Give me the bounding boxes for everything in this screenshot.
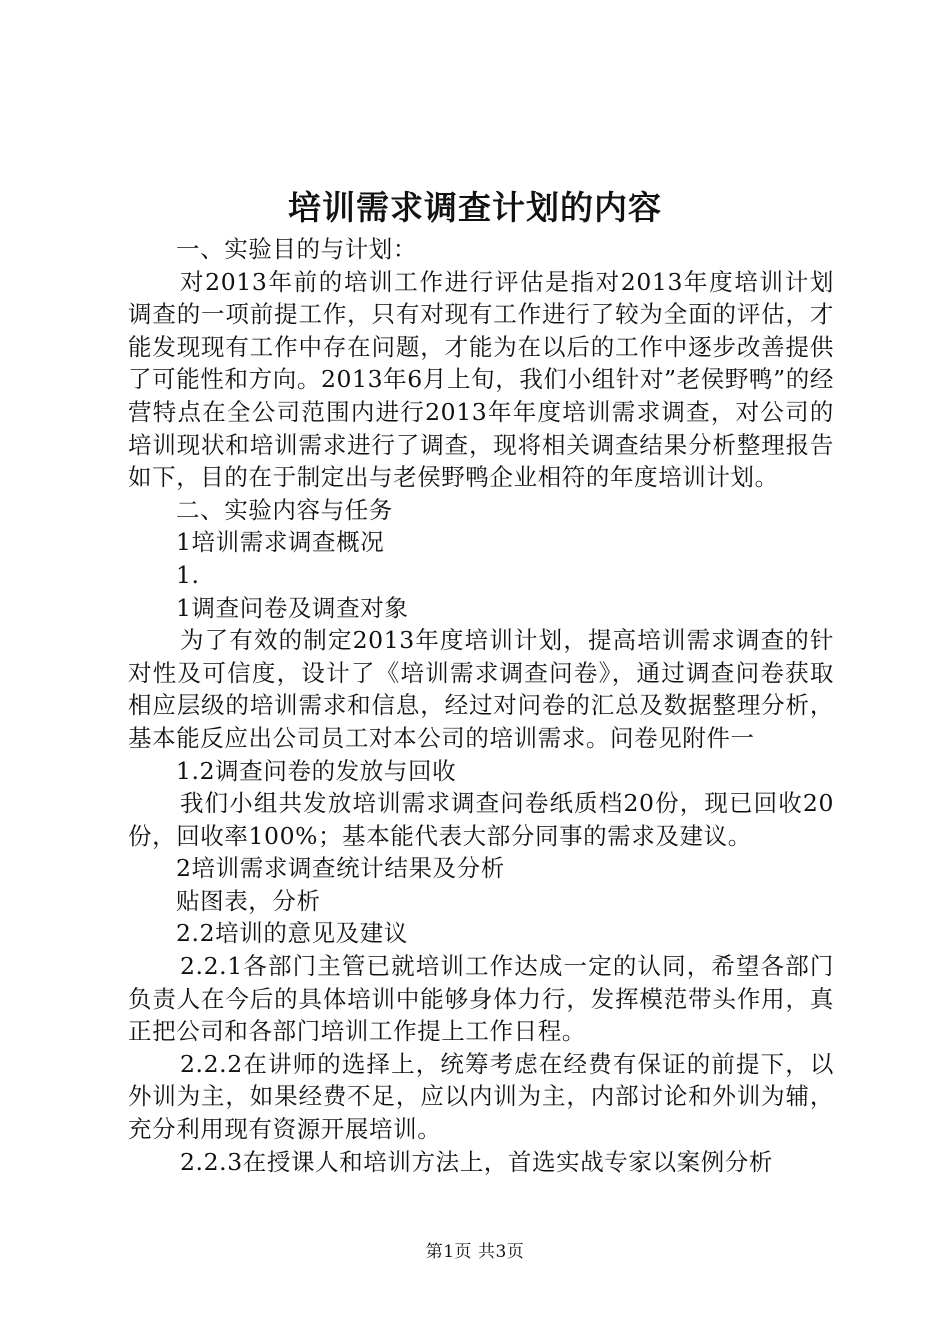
paragraph-suggestion-1: 2.2.1各部门主管已就培训工作达成一定的认同，希望各部门负责人在今后的具体培训中能够身体力行，发挥模范带头作用，真正把公司和各部门培训工作提上工作日程。 (128, 952, 834, 1046)
paragraph-suggestion-3: 2.2.3在授课人和培训方法上，首选实战专家以案例分析 (180, 1147, 773, 1176)
subheading-questionnaire: 1调查问卷及调查对象 (176, 593, 409, 622)
subheading-survey-overview: 1培训需求调查概况 (176, 528, 385, 557)
section-heading-2: 二、实验内容与任务 (176, 495, 393, 524)
paragraph-questionnaire-design: 为了有效的制定2013年度培训计划，提高培训需求调查的针对性及可信度，设计了《培训需求调查问卷》，通过调查问卷获取相应层级的培训需求和信息，经过对问卷的汇总及数据整理分析，基本能反应出公司员工对本公司的培训需求。问卷见附件一 (128, 626, 834, 752)
subheading-suggestions: 2.2培训的意见及建议 (176, 919, 408, 948)
paragraph-charts-note: 贴图表，分析 (176, 886, 321, 915)
page-footer: 第1页 共3页 (425, 1242, 525, 1262)
paragraph-evaluation: 对2013年前的培训工作进行评估是指对2013年度培训计划调查的一项前提工作，只有对现有工作进行了较为全面的评估，才能发现现有工作中存在问题，才能为在以后的工作中逐步改善提供了可能性和方向。2013年6月上旬，我们小组针对”老侯野鸭”的经营特点在全公司范围内进行2013年年度培训需求调查，对公司的培训现状和培训需求进行了调查，现将相关调查结果分析整理报告如下，目的在于制定出与老侯野鸭企业相符的年度培训计划。 (128, 267, 834, 492)
paragraph-distribution: 我们小组共发放培训需求调查问卷纸质档20份，现已回收20份，回收率100%；基本能代表大部分同事的需求及建议。 (128, 789, 834, 850)
document-title: 培训需求调查计划的内容 (288, 188, 662, 227)
paragraph-suggestion-2: 2.2.2在讲师的选择上，统筹考虑在经费有保证的前提下，以外训为主，如果经费不足，应以内训为主，内部讨论和外训为辅，充分利用现有资源开展培训。 (128, 1049, 834, 1144)
subheading-statistics: 2培训需求调查统计结果及分析 (176, 854, 505, 883)
subheading-number-fragment: 1. (176, 560, 200, 589)
document-body (128, 233, 834, 1178)
section-heading-1: 一、实验目的与计划： (176, 235, 417, 263)
subheading-distribution: 1.2调查问卷的发放与回收 (176, 756, 457, 785)
